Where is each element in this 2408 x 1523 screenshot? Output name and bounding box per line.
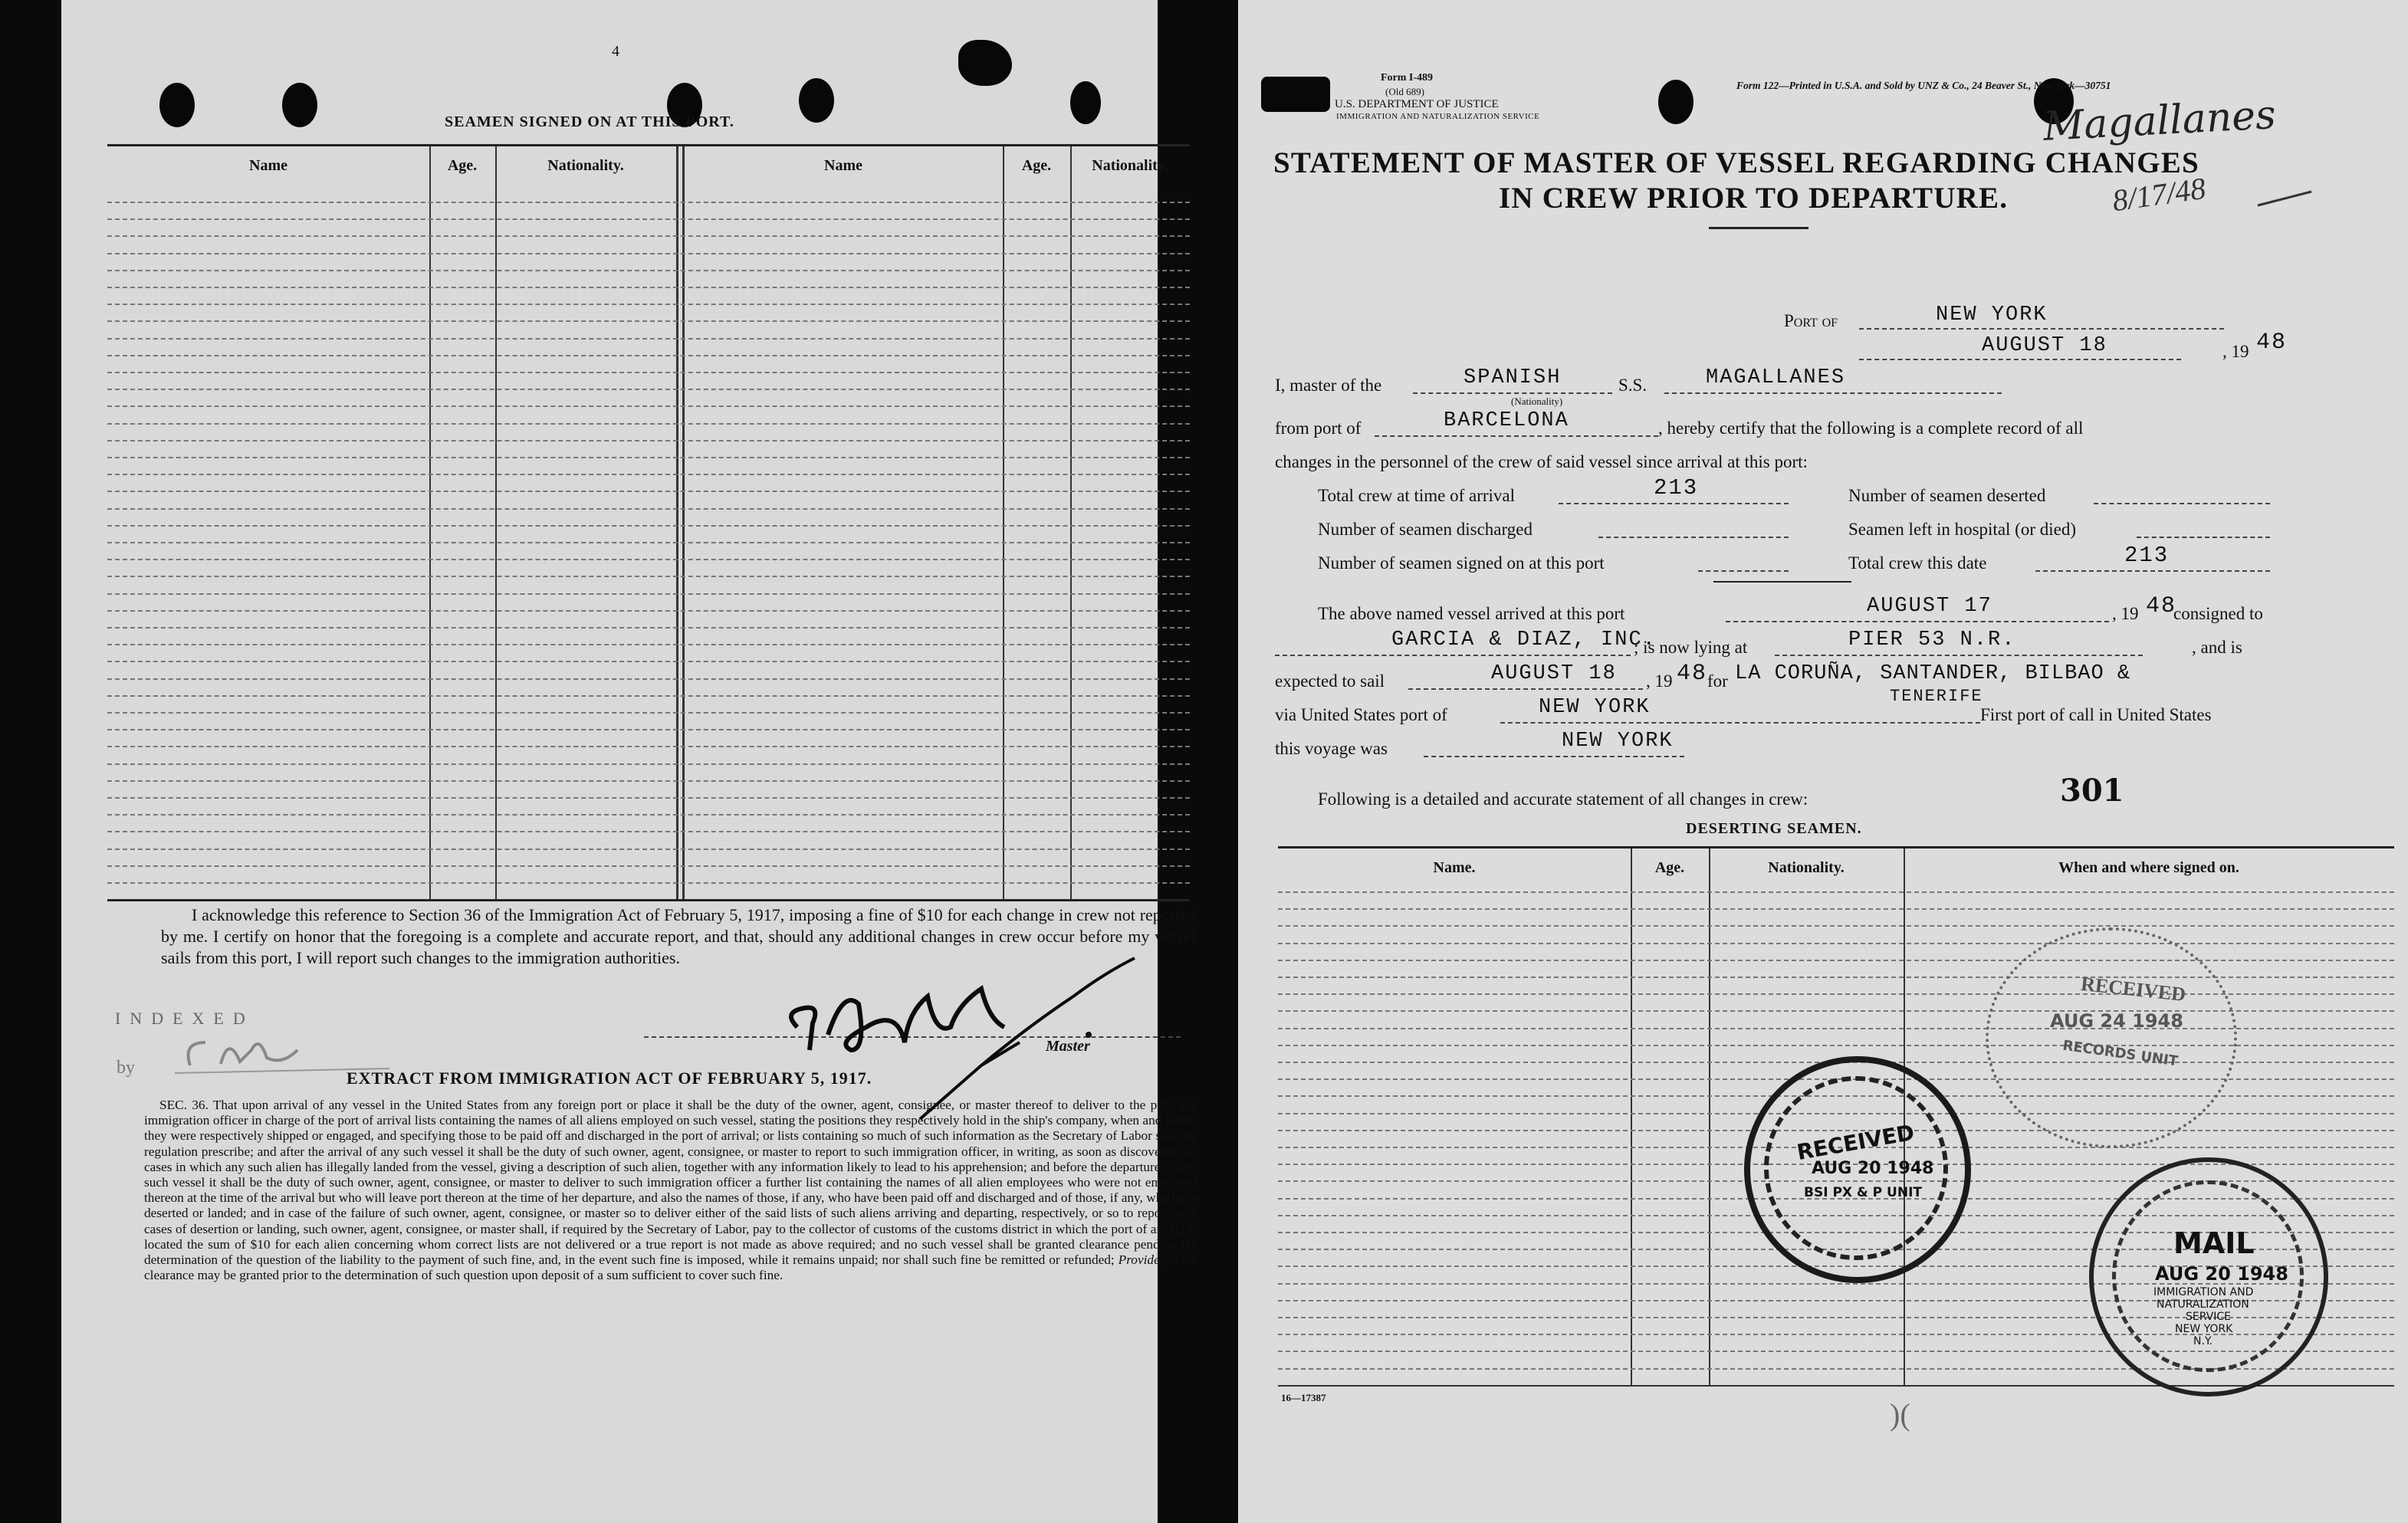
and-is-label: , and is xyxy=(2192,638,2242,657)
department-name: U.S. DEPARTMENT OF JUSTICE xyxy=(1335,98,1499,110)
table-row xyxy=(107,576,1190,577)
col-header-name: Name xyxy=(249,157,287,174)
table-row xyxy=(107,372,1190,373)
nationality-line xyxy=(1413,392,1612,394)
year-prefix: 19 xyxy=(2231,342,2249,361)
from-port-line xyxy=(1375,435,1658,437)
section-36-text xyxy=(144,1098,1197,1283)
stamp3-line1: IMMIGRATION AND xyxy=(2153,1286,2254,1298)
ss-label: S.S. xyxy=(1618,376,1647,395)
table-row xyxy=(107,610,1190,612)
col-header-name-2: Name xyxy=(824,157,862,174)
table-row xyxy=(107,593,1190,595)
table-row xyxy=(1278,960,2394,961)
hospital-line xyxy=(2137,537,2270,538)
expected-label: expected to sail xyxy=(1275,671,1385,691)
col-header-age-2: Age. xyxy=(1021,157,1052,174)
punch-hole xyxy=(159,83,195,127)
arrived-label: The above named vessel arrived at this port xyxy=(1318,604,1625,623)
discharged-label: Number of seamen discharged xyxy=(1318,520,1533,539)
voyage-label: this voyage was xyxy=(1275,739,1388,758)
consignee-line xyxy=(1275,655,1631,656)
acknowledgement-text: I acknowledge this reference to Section 36 of the Immigration Act of February 5, 1917, imposing a fine of $10 for each change in crew not reported by me. I certify on honor that the foregoing is a complete and accurate report, and that, should any additional changes in crew occur before my vessel sails from this port, I will report such changes to the immigration authorities. xyxy=(161,905,1196,967)
hospital-label: Seamen left in hospital (or died) xyxy=(1848,520,2077,539)
form-title-line2: IN CREW PRIOR TO DEPARTURE. xyxy=(1499,182,2009,215)
total-crew-arrival-line xyxy=(1559,503,1789,504)
stamp3-line5: N.Y. xyxy=(2193,1335,2213,1347)
from-port-value: BARCELONA xyxy=(1444,409,1569,432)
table-row xyxy=(107,695,1190,697)
table-row xyxy=(107,508,1190,510)
form-old: (Old 689) xyxy=(1385,86,1424,97)
ship-name: MAGALLANES xyxy=(1706,366,1846,389)
expected-year-prefix: , 19 xyxy=(1646,671,1673,691)
stamp3-line4: NEW YORK xyxy=(2175,1323,2233,1335)
table-row xyxy=(107,235,1190,237)
arrived-year: 48 xyxy=(2146,593,2177,619)
via-label: via United States port of xyxy=(1275,705,1447,724)
table-row xyxy=(107,678,1190,680)
page-number: 4 xyxy=(612,43,619,60)
stamp3-line3: SERVICE xyxy=(2186,1311,2232,1323)
date-year-prefix: , 19 xyxy=(2222,342,2249,361)
counts-rule xyxy=(1713,581,1851,583)
table-row xyxy=(107,457,1190,458)
table-row xyxy=(107,405,1190,407)
via-line xyxy=(1500,722,1732,724)
lying-line xyxy=(1775,655,2143,656)
total-crew-date-line xyxy=(2035,570,2270,572)
extract-title: EXTRACT FROM IMMIGRATION ACT OF FEBRUARY 5, 1917. xyxy=(347,1068,872,1088)
punch-hole xyxy=(799,78,834,123)
col-header-nationality: Nationality. xyxy=(547,157,624,174)
total-crew-date-label: Total crew this date xyxy=(1848,553,1987,573)
total-crew-arrival-value: 213 xyxy=(1654,475,1699,501)
table-row xyxy=(107,202,1190,203)
col-header-nationality: Nationality. xyxy=(1768,859,1845,876)
lying-label: ; is now lying at xyxy=(1634,638,1748,657)
signed-on-label: Number of seamen signed on at this port xyxy=(1318,553,1605,573)
table-row xyxy=(107,661,1190,662)
section-36-body: SEC. 36. That upon arrival of any vessel in the United States from any foreign port or place it shall be the duty of the owner, agent, consignee, or master thereof to deliver to the principal immigration officer in charge of the port of arrival lists containing the names of all aliens employed on such vessel, stating the positions they respectively hold in the ship's company, when and where they were respectively shipped or engaged, and specifying those to be paid off and discharged in the port of arrival; or lists containing so much of such information as the Secretary of Labor shall by regulation prescribe; and after the arrival of any such vessel it shall be the duty of such owner, agent, consignee, or master to report to such immigration officer, in writing, as soon as discovered, all cases in which any such alien has illegally landed from the vessel, giving a description of such alien, together with any information likely to lead to his apprehension; and before the departure of any such vessel it shall be the duty of such owner, agent, consignee, or master to deliver to such immigration officer a further list containing the names of all alien employees who were not employed thereon at the time of the arrival but who will leave port thereon at the time of her departure, and also the names of those, if any, who have been paid off and discharged and of those, if any, who have deserted or landed; and in case of the failure of such owner, agent, consignee, or master so to deliver either of the said lists of such aliens arriving and departing, respectively, or so to report such cases of desertion or landing, such owner, agent, consignee, or master shall, if required by the Secretary of Labor, pay to the collector of customs of the customs district in which the port of arrival is located the sum of $10 for each alien concerning whom correct lists are not delivered or a true report is not made as above required; and no such vessel shall be granted clearance pending the determination of the question of the liability to the payment of such fine, and, in the event such fine is imposed, while it remains unpaid; nor shall such fine be remitted or refunded; xyxy=(144,1098,1197,1268)
received-dial-stamp xyxy=(1744,1056,1971,1283)
table-row xyxy=(107,304,1190,305)
col-header-name: Name. xyxy=(1433,859,1476,876)
table-row xyxy=(1278,891,2394,893)
table-row xyxy=(107,780,1190,782)
destination-value-2: TENERIFE xyxy=(1890,687,1983,706)
section-36-tail: That clearance may be granted prior to the determination of such question upon deposit of a sum sufficient to cover such fine. xyxy=(144,1252,1197,1283)
date-year-suffix: 48 xyxy=(2256,330,2288,356)
table-row xyxy=(107,355,1190,356)
stamp3-date: AUG 20 1948 xyxy=(2155,1263,2288,1285)
stamped-number: 301 xyxy=(2060,773,2124,809)
table-row xyxy=(107,423,1190,425)
table-row xyxy=(107,848,1190,850)
consignee-value: GARCIA & DIAZ, INC. xyxy=(1391,629,1657,652)
table-row xyxy=(107,218,1190,220)
deserted-line xyxy=(2094,503,2270,504)
mail-dial-stamp xyxy=(2089,1157,2328,1397)
printer-line: Form 122—Printed in U.S.A. and Sold by UNZ & Co., 24 Beaver St., New York—30751 xyxy=(1736,80,2111,91)
via-value: NEW YORK xyxy=(1539,696,1651,719)
indexed-stamp: INDEXED xyxy=(115,1009,255,1028)
table-row xyxy=(1278,908,2394,910)
port-of-value: NEW YORK xyxy=(1936,304,2048,327)
stamp2-date: AUG 20 1948 xyxy=(1812,1159,1934,1178)
table-row xyxy=(107,729,1190,730)
stamp-records-unit: RECORDS UNIT xyxy=(2061,1037,2180,1070)
table-row xyxy=(107,831,1190,832)
arrived-line xyxy=(1726,621,2109,622)
date-line xyxy=(1859,359,2181,360)
tear-damage xyxy=(958,40,1012,86)
expected-line xyxy=(1408,688,1643,690)
table-row xyxy=(1278,976,2394,978)
total-crew-date-value: 213 xyxy=(2124,543,2170,568)
consigned-label: consigned to xyxy=(2173,604,2263,623)
table-row xyxy=(107,542,1190,543)
by-label: by xyxy=(117,1058,135,1078)
table-row xyxy=(107,865,1190,867)
from-port-label: from port of xyxy=(1275,418,1362,438)
table-row xyxy=(107,746,1190,747)
port-of-label: Port of xyxy=(1784,311,1838,330)
provided-word: Provided, xyxy=(1118,1252,1170,1268)
table-row xyxy=(107,440,1190,441)
table-row xyxy=(107,814,1190,816)
stamp3-mail: MAIL xyxy=(2173,1226,2255,1260)
nationality-value: SPANISH xyxy=(1464,366,1562,389)
footer-code: 16—17387 xyxy=(1281,1392,1326,1403)
deserting-title: DESERTING SEAMEN. xyxy=(1686,820,1862,837)
table-row xyxy=(107,474,1190,475)
punch-hole xyxy=(282,83,317,127)
stamp3-line2: NATURALIZATION xyxy=(2157,1298,2249,1311)
table-row xyxy=(107,525,1190,527)
table-row xyxy=(107,320,1190,322)
form-code: Form I-489 xyxy=(1381,72,1434,84)
col-header-signed-on: When and where signed on. xyxy=(2058,859,2239,876)
form-title-line1: STATEMENT OF MASTER OF VESSEL REGARDING CHANGES xyxy=(1273,146,2199,179)
destination-value: LA CORUÑA, SANTANDER, BILBAO & xyxy=(1735,662,2131,685)
following-text: Following is a detailed and accurate statement of all changes in crew: xyxy=(1318,789,1808,809)
total-crew-arrival-label: Total crew at time of arrival xyxy=(1318,486,1516,505)
handwritten-dash xyxy=(2258,182,2319,213)
table-row xyxy=(107,253,1190,254)
left-page xyxy=(61,0,1197,1523)
expected-value: AUGUST 18 xyxy=(1491,662,1617,685)
voyage-value: NEW YORK xyxy=(1562,730,1674,753)
table-row xyxy=(107,389,1190,390)
seamen-signed-title: SEAMEN SIGNED ON AT THIS PORT. xyxy=(445,113,734,130)
punch-hole xyxy=(1658,80,1693,124)
master-label: Master xyxy=(1046,1038,1090,1055)
arrived-year-prefix: , 19 xyxy=(2112,604,2139,623)
date-value: AUGUST 18 xyxy=(1982,334,2107,357)
seamen-signed-table xyxy=(107,144,1190,901)
table-row xyxy=(107,712,1190,714)
table-row xyxy=(1278,925,2394,927)
expected-year: 48 xyxy=(1677,661,1708,687)
first-port-label: First port of call in United States xyxy=(1980,705,2212,724)
table-rows xyxy=(107,146,1190,899)
certify-text: , hereby certify that the following is a complete record of all xyxy=(1658,418,2084,438)
changes-text: changes in the personnel of the crew of said vessel since arrival at this port: xyxy=(1275,452,1808,471)
table-row xyxy=(107,644,1190,645)
signed-on-line xyxy=(1698,570,1789,572)
table-row xyxy=(107,763,1190,765)
via-line-2 xyxy=(1735,722,1980,724)
port-of-line xyxy=(1859,328,2224,330)
stamp2-received: RECEIVED xyxy=(1795,1119,1917,1166)
received-records-stamp xyxy=(1986,927,2237,1148)
table-row xyxy=(1278,943,2394,944)
lying-value: PIER 53 N.R. xyxy=(1848,629,2016,652)
punch-hole xyxy=(1261,77,1330,112)
pencil-mark: )( xyxy=(1890,1397,1910,1432)
handwritten-date: 8/17/48 xyxy=(2110,170,2208,218)
arrived-value: AUGUST 17 xyxy=(1867,595,1992,618)
col-header-nationality-2: Nationality. xyxy=(1092,157,1168,174)
for-label: for xyxy=(1707,671,1728,691)
col-header-age: Age. xyxy=(447,157,478,174)
right-page xyxy=(1238,0,2408,1523)
nationality-caption: (Nationality) xyxy=(1511,396,1563,407)
discharged-line xyxy=(1598,537,1789,538)
title-rule xyxy=(1709,227,1808,229)
deserted-label: Number of seamen deserted xyxy=(1848,486,2046,505)
table-row xyxy=(107,882,1190,884)
ship-name-line xyxy=(1664,392,2002,394)
table-row xyxy=(107,491,1190,492)
table-row xyxy=(107,627,1190,629)
table-row xyxy=(107,338,1190,340)
table-row xyxy=(107,797,1190,799)
stamp2-unit: BSI PX & P UNIT xyxy=(1804,1185,1923,1200)
service-name: IMMIGRATION AND NATURALIZATION SERVICE xyxy=(1336,112,1540,121)
stamp-received-date: AUG 24 1948 xyxy=(2050,1010,2183,1032)
voyage-line xyxy=(1424,756,1684,757)
table-row xyxy=(107,559,1190,560)
punch-hole xyxy=(1070,81,1101,124)
col-header-age: Age. xyxy=(1654,859,1685,876)
stamp-received-label: RECEIVED xyxy=(2079,972,2187,1006)
table-row xyxy=(107,287,1190,288)
master-of-label: I, master of the xyxy=(1275,376,1382,395)
handwritten-ship-name: Magallanes xyxy=(2042,92,2278,150)
table-row xyxy=(107,270,1190,271)
